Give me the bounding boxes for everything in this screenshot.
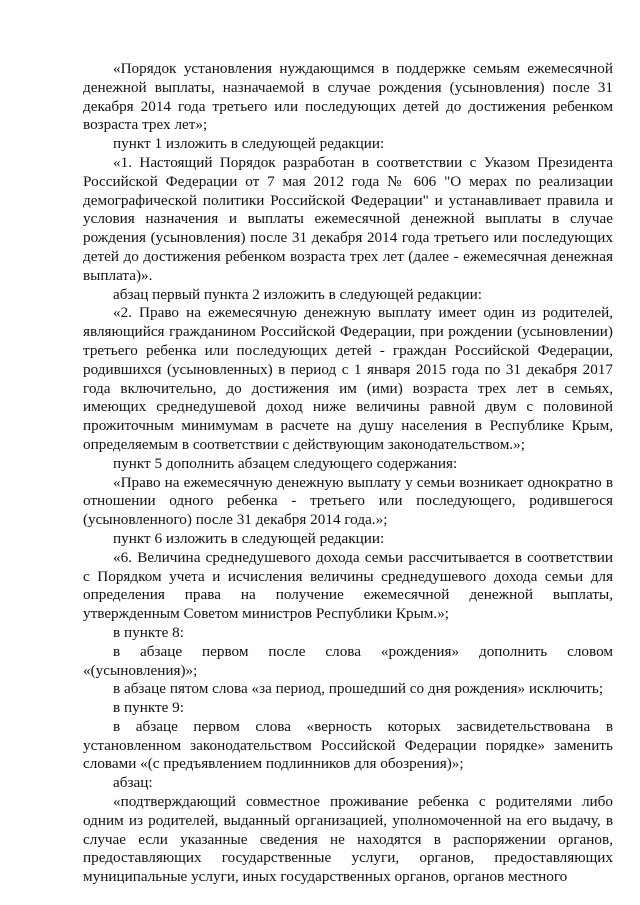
instruction-paragraph: в пункте 9: bbox=[113, 699, 184, 717]
instruction-paragraph: абзац первый пункта 2 изложить в следующей редакции: bbox=[113, 285, 483, 303]
instruction-paragraph: пункт 5 дополнить абзацем следующего содержания: bbox=[113, 454, 458, 472]
instruction-paragraph: абзац: bbox=[113, 774, 153, 792]
clause-5-addition: «Право на ежемесячную денежную выплату у семьи возникает однократно в отношении одного ребенка - третьего или последующего, родившегося (усыновленного) после 31 декабря 2014 года.»; bbox=[83, 473, 613, 529]
document-page bbox=[83, 60, 613, 887]
instruction-paragraph: в пункте 8: bbox=[113, 623, 184, 641]
clause-8-amendment: в абзаце пятом слова «за период, прошедший со дня рождения» исключить; bbox=[113, 680, 604, 698]
clause-1-text: «1. Настоящий Порядок разработан в соответствии с Указом Президента Российской Федерации от 7 мая 2012 года № 606 "О мерах по реализации демографической политики Российской Федерации" и устанавливает правила и условия назначения и выплаты ежемесячной денежной выплаты в случае рождения (усыновления) после 31 декабря 2014 года третьего или последующих детей до достижения ребенком возраста трех лет (далее - ежемесячная денежная выплата)». bbox=[83, 153, 613, 284]
clause-8-amendment: в абзаце первом после слова «рождения» дополнить словом «(усыновления)»; bbox=[83, 642, 613, 679]
instruction-paragraph: пункт 1 изложить в следующей редакции: bbox=[113, 135, 385, 153]
instruction-paragraph: пункт 6 изложить в следующей редакции: bbox=[113, 529, 385, 547]
clause-9-amendment: в абзаце первом слова «верность которых засвидетельствована в установленном законодательством Российской Федерации порядке» заменить словами «(с предъявлением подлинников для обозрения)»; bbox=[83, 717, 613, 773]
clause-6-text: «6. Величина среднедушевого дохода семьи рассчитывается в соответствии с Порядком учета и исчисления величины среднедушевого дохода семьи для определения права на получение ежемесячной денежной выплаты, утвержденным Советом министров Республики Крым.»; bbox=[83, 548, 613, 623]
clause-2-text: «2. Право на ежемесячную денежную выплату имеет один из родителей, являющийся гражданином Российской Федерации, при рождении (усыновлении) третьего ребенка или последующих детей - граждан Российской Федерации, родившихся (усыновленных) в период с 1 января 2015 года по 31 декабря 2017 года включительно, до достижения им (ими) возраста трех лет в семьях, имеющих среднедушевой доход ниже величины равной двум с половиной прожиточным минимумам в расчете на душу населения в Республике Крым, определяемым в соответствии с действующим законодательством.»; bbox=[83, 304, 613, 453]
clause-9-paragraph-text: «подтверждающий совместное проживание ребенка с родителями либо одним из родителей, выданный организацией, уполномоченной на его выдачу, в случае если указанные сведения не находятся в распоряжении органов, предоставляющих государственные услуги, органов, предоставляющих муниципальные услуги, иных государственных органов, органов местного bbox=[83, 793, 613, 886]
doc-title-quote: «Порядок установления нуждающимся в поддержке семьям ежемесячной денежной выплаты, назначаемой в случае рождения (усыновления) после 31 декабря 2014 года третьего или последующих детей до достижения ребенком возраста трех лет»; bbox=[83, 60, 613, 134]
